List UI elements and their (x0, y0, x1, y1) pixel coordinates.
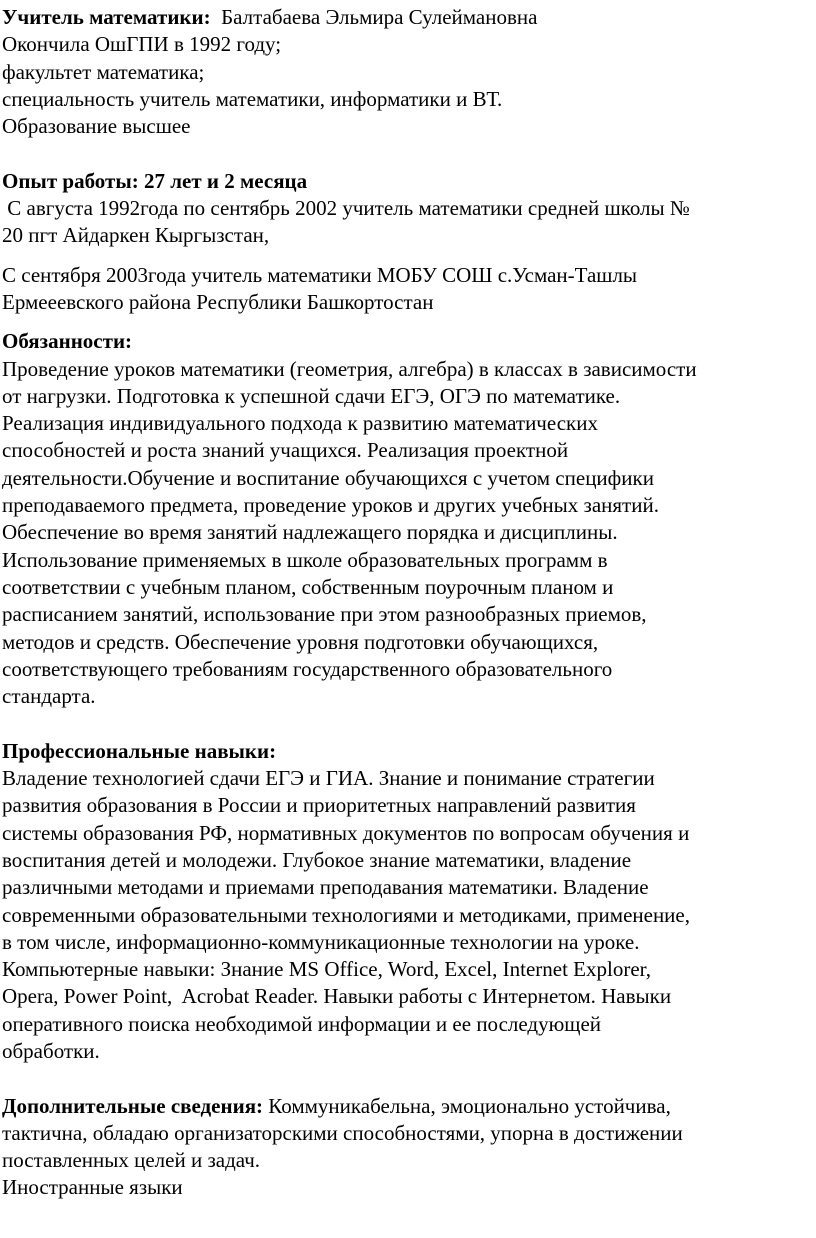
foreign-languages-line: Иностранные языки (2, 1175, 183, 1200)
skills-line: Opera, Power Point, Acrobat Reader. Навыки работы с Интернетом. Навыки (2, 984, 672, 1009)
skills-line: развития образования в России и приоритетных направлений развития (2, 793, 636, 818)
skills-line: воспитания детей и молодежи. Глубокое знание математики, владение (2, 847, 632, 872)
duties-line: соответствующего требованиям государственного образовательного (2, 656, 613, 681)
education-level-line: Образование высшее (2, 114, 191, 139)
teacher-line (2, 4, 816, 31)
duties-line: способностей и роста знаний учащихся. Реализация проектной (2, 438, 569, 463)
additional-line: тактична, обладаю организаторскими способностями, упорна в достижении (2, 1120, 683, 1145)
duties-line: стандарта. (2, 684, 96, 709)
skills-line: оперативного поиска необходимой информации и ее последующей (2, 1011, 602, 1036)
duties-line: от нагрузки. Подготовка к успешной сдачи ЕГЭ, ОГЭ по математике. (2, 383, 621, 408)
experience-entry-2-line-1: С сентября 2003года учитель математики МОБУ СОШ с.Усман-Ташлы (2, 262, 638, 287)
faculty-line: факультет математика; (2, 59, 205, 84)
skills-line: обработки. (2, 1038, 100, 1063)
skills-line: Владение технологией сдачи ЕГЭ и ГИА. Знание и понимание стратегии (2, 766, 655, 791)
specialty-line: специальность учитель математики, информатики и ВТ. (2, 86, 503, 111)
duties-line: Использование применяемых в школе образовательных программ в (2, 547, 608, 572)
teacher-label: Учитель математики: (2, 5, 211, 29)
skills-line: различными методами и приемами преподавания математики. Владение (2, 875, 649, 900)
additional-title: Дополнительные сведения: (2, 1093, 264, 1118)
experience-entry-1-line-2: 20 пгт Айдаркен Кыргызстан, (2, 223, 270, 248)
additional-line: поставленных целей и задач. (2, 1148, 261, 1173)
duties-line: Реализация индивидуального подхода к развитию математических (2, 411, 598, 436)
teacher-name: Балтабаева Эльмира Сулеймановна (221, 5, 538, 29)
duties-line: преподаваемого предмета, проведение уроков и других учебных занятий. (2, 493, 659, 518)
experience-entry-2-line-2: Ермееевского района Республики Башкортостан (2, 289, 434, 314)
experience-title: Опыт работы: 27 лет и 2 месяца (2, 168, 308, 193)
duties-line: деятельности.Обучение и воспитание обучающихся с учетом специфики (2, 465, 654, 490)
duties-line: Обеспечение во время занятий надлежащего порядка и дисциплины. (2, 520, 618, 545)
skills-line: в том числе, информационно-коммуникационные технологии на уроке. (2, 929, 640, 954)
skills-line: Компьютерные навыки: Знание MS Office, Word, Excel, Internet Explorer, (2, 957, 652, 982)
duties-line: методов и средств. Обеспечение уровня подготовки обучающихся, (2, 629, 599, 654)
additional-first-line (2, 1093, 816, 1120)
skills-line: системы образования РФ, нормативных документов по вопросам обучения и (2, 820, 690, 845)
additional-first-line-text: Коммуникабельна, эмоционально устойчива, (263, 1093, 671, 1118)
duties-line: Проведение уроков математики (геометрия, алгебра) в классах в зависимости (2, 356, 697, 381)
education-line: Окончила ОшГПИ в 1992 году; (2, 32, 282, 57)
duties-title: Обязанности: (2, 329, 133, 354)
experience-entry-1-line-1: С августа 1992года по сентябрь 2002 учитель математики средней школы № (2, 196, 690, 221)
skills-line: современными образовательными технологиями и методиками, применение, (2, 902, 690, 927)
duties-line: расписанием занятий, использование при этом разнообразных приемов, (2, 602, 647, 627)
duties-line: соответствии с учебным планом, собственным поурочным планом и (2, 574, 614, 599)
skills-title: Профессиональные навыки: (2, 738, 277, 763)
